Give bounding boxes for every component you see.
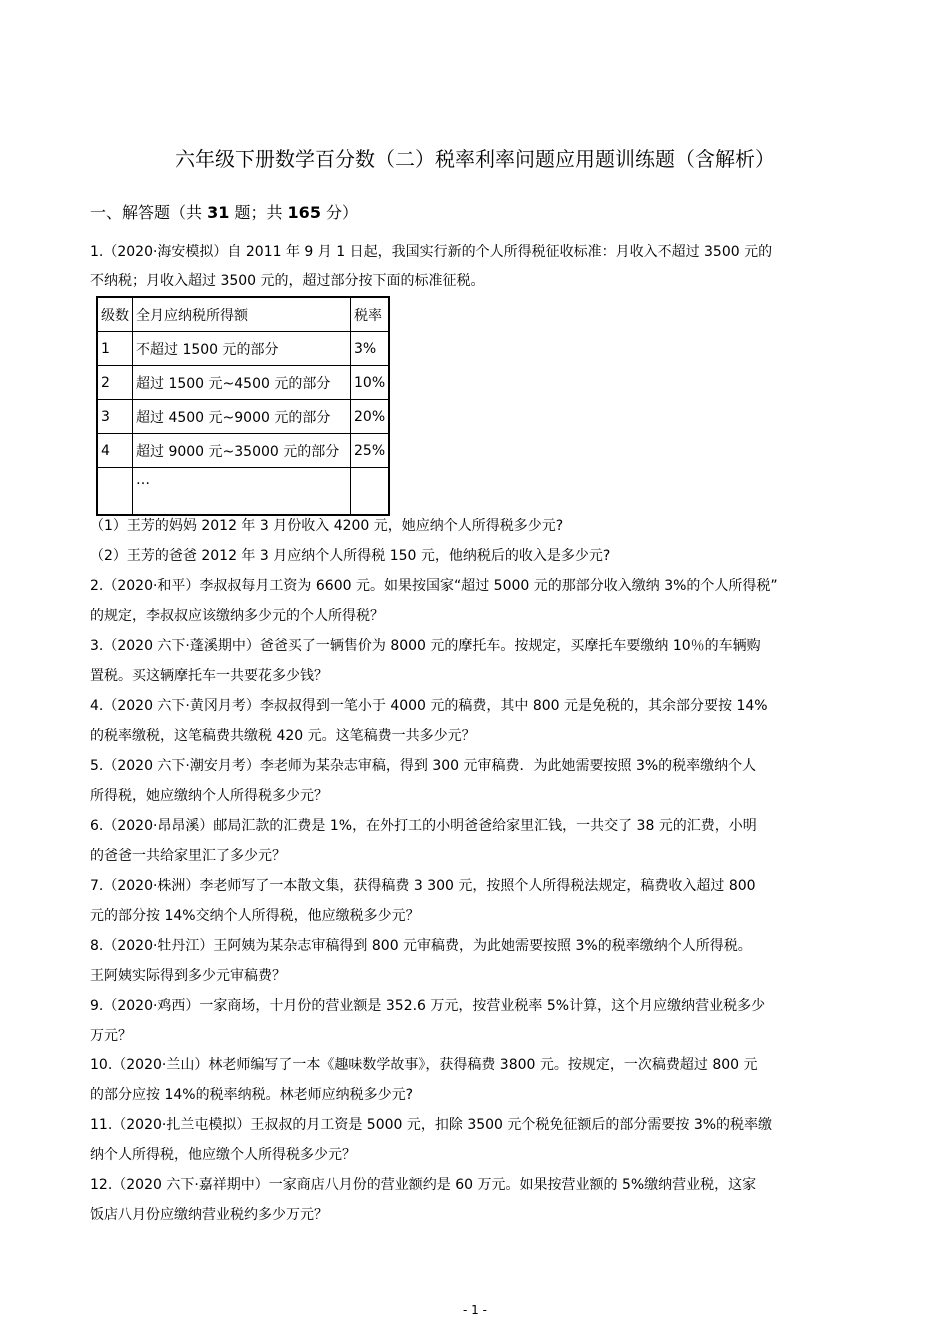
table-cell: 1 — [97, 332, 133, 366]
table-cell: 4 — [97, 434, 133, 468]
page-number: - 1 - — [463, 1303, 487, 1317]
table-header-row — [97, 297, 389, 332]
table-cell: … — [133, 468, 351, 516]
table-cell: 25% — [351, 434, 390, 468]
section-heading — [90, 200, 358, 226]
table-cell: 2 — [97, 366, 133, 400]
question-line: 10.（2020·兰山）林老师编写了一本《趣味数学故事》，获得稿费 3800 元。按规定，一次稿费超过 800 元 — [90, 1057, 758, 1073]
table-row — [97, 366, 389, 400]
total-score: 165 — [287, 203, 321, 222]
table-cell: 20% — [351, 400, 390, 434]
question-1-sub-1: （1）王芳的妈妈 2012 年 3 月份收入 4200 元，她应纳个人所得税多少元? — [90, 518, 564, 534]
question-line: 元的部分按 14%交纳个人所得税，他应缴税多少元？ — [90, 908, 420, 924]
table-cell: 不超过 1500 元的部分 — [133, 332, 351, 366]
question-line: 5.（2020 六下·潮安月考）李老师为某杂志审稿，得到 300 元审稿费．为此她需要按照 3%的税率缴纳个人 — [90, 758, 757, 774]
tax-rate-table — [96, 296, 390, 516]
question-line: 置税。买这辆摩托车一共要花多少钱？ — [90, 668, 328, 684]
table-cell: 3 — [97, 400, 133, 434]
question-line: 7.（2020·株洲）李老师写了一本散文集，获得稿费 3 300 元，按照个人所得税法规定，稿费收入超过 800 — [90, 878, 756, 894]
section-prefix: 一、解答题（共 — [90, 203, 208, 222]
question-line: 2.（2020·和平）李叔叔每月工资为 6600 元。如果按国家“超过 5000 元的那部分收入缴纳 3%的个人所得税” — [90, 578, 778, 594]
question-line: 纳个人所得税，他应缴个人所得税多少元？ — [90, 1147, 356, 1163]
table-cell: 10% — [351, 366, 390, 400]
table-header-cell: 全月应纳税所得额 — [133, 297, 351, 332]
question-line: 王阿姨实际得到多少元审稿费？ — [90, 968, 286, 984]
question-1-line-2: 不纳税；月收入超过 3500 元的，超过部分按下面的标准征税。 — [90, 273, 485, 289]
table-cell — [351, 468, 390, 516]
question-line: 11.（2020·扎兰屯模拟）王叔叔的月工资是 5000 元，扣除 3500 元个税免征额后的部分需要按 3%的税率缴 — [90, 1117, 773, 1133]
table-row — [97, 400, 389, 434]
table-cell — [97, 468, 133, 516]
question-count: 31 — [207, 203, 230, 222]
table-header-cell: 税率 — [351, 297, 390, 332]
question-1-sub-2: （2）王芳的爸爸 2012 年 3 月应纳个人所得税 150 元，他纳税后的收入是多少元? — [90, 548, 611, 564]
table-row — [97, 332, 389, 366]
question-line: 的税率缴税，这笔稿费共缴税 420 元。这笔稿费一共多少元？ — [90, 728, 476, 744]
table-header-cell: 级数 — [97, 297, 133, 332]
table-row — [97, 434, 389, 468]
question-1-line-1: 1.（2020·海安模拟）自 2011 年 9 月 1 日起，我国实行新的个人所得税征收标准：月收入不超过 3500 元的 — [90, 244, 773, 260]
table-cell: 超过 4500 元~9000 元的部分 — [133, 400, 351, 434]
table-row — [97, 468, 389, 516]
section-mid: 题；共 — [229, 203, 288, 222]
section-suffix: 分） — [320, 203, 359, 222]
question-line: 所得税，她应缴纳个人所得税多少元？ — [90, 788, 328, 804]
question-line: 饭店八月份应缴纳营业税约多少万元？ — [90, 1207, 328, 1223]
question-line: 9.（2020·鸡西）一家商场，十月份的营业额是 352.6 万元，按营业税率 5%计算，这个月应缴纳营业税多少 — [90, 998, 766, 1014]
question-line: 8.（2020·牡丹江）王阿姨为某杂志审稿得到 800 元审稿费，为此她需要按照 3%的税率缴纳个人所得税。 — [90, 938, 752, 954]
table-cell: 3% — [351, 332, 390, 366]
table-cell: 超过 1500 元~4500 元的部分 — [133, 366, 351, 400]
question-line: 的爸爸一共给家里汇了多少元？ — [90, 848, 286, 864]
document-title: 六年级下册数学百分数（二）税率利率问题应用题训练题（含解析） — [175, 147, 775, 171]
question-line: 4.（2020 六下·黄冈月考）李叔叔得到一笔小于 4000 元的稿费，其中 800 元是免税的，其余部分要按 14% — [90, 698, 768, 714]
question-line: 12.（2020 六下·嘉祥期中）一家商店八月份的营业额约是 60 万元。如果按营业额的 5%缴纳营业税，这家 — [90, 1177, 757, 1193]
question-line: 的部分应按 14%的税率纳税。林老师应纳税多少元? — [90, 1087, 413, 1103]
question-line: 6.（2020·昂昂溪）邮局汇款的汇费是 1%，在外打工的小明爸爸给家里汇钱，一共交了 38 元的汇费，小明 — [90, 818, 757, 834]
question-line: 万元？ — [90, 1028, 132, 1044]
table-cell: 超过 9000 元~35000 元的部分 — [133, 434, 351, 468]
question-line: 3.（2020 六下·蓬溪期中）爸爸买了一辆售价为 8000 元的摩托车。按规定，买摩托车要缴纳 10％的车辆购 — [90, 638, 761, 654]
question-line: 的规定，李叔叔应该缴纳多少元的个人所得税？ — [90, 608, 384, 624]
